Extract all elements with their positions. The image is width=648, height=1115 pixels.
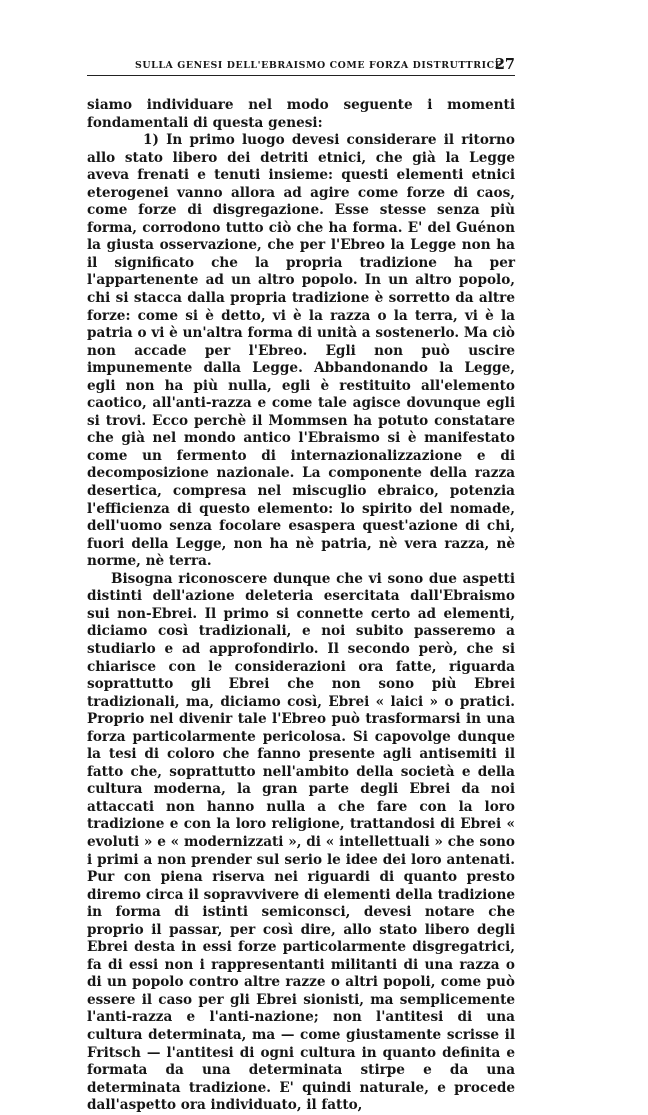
paragraph-point-one: 1) In primo luogo devesi considerare il ritorno allo stato libero dei detriti etnici, che già la Legge aveva frenati e tenuti insieme: questi elementi etnici eterogenei vanno allora ad agire come forze di caos, come forze di disgregazione. Esse stesse senza più forma, corrodono tutto ciò che ha forma. E' del Guénon la giusta osservazione, che per l'Ebreo la Legge non ha il significato che la propria tradizione ha per l'appartenente ad un altro popolo. In un altro popolo, chi si stacca dalla propria tradizione è sorretto da altre forze: come si è detto, vi è la razza o la terra, vi è la patria o vi è un'altra forma di unità a sostenerlo. Ma ciò non accade per l'Ebreo. Egli non può uscire impunemente dalla Legge. Abbandonando la Legge, egli non ha più nulla, egli è restituito all'elemento caotico, all'anti-razza e come tale agisce dovunque egli si trovi. Ecco perchè il Mommsen ha potuto constatare che già nel mondo antico l'Ebraismo si è manifestato come un fermento di internazionalizzazione e di decomposizione nazionale. La componente della razza desertica, compresa nel miscuglio ebraico, potenzia l'efficienza di questo elemento: lo spirito del nomade, dell'uomo senza focolare esaspera quest'azione di chi, fuori della Legge, non ha nè patria, nè vera razza, nè norme, nè terra. (87, 132, 515, 570)
paragraph-continuation: siamo individuare nel modo seguente i momenti fondamentali di questa genesi: (87, 97, 515, 131)
book-page (87, 56, 515, 1114)
body-text (87, 97, 515, 1115)
page-header (87, 58, 515, 74)
running-title: SULLA GENESI DELL'EBRAISMO COME FORZA DISTRUTTRICE (135, 60, 503, 71)
header-rule (87, 75, 515, 76)
paragraph-two-aspects: Bisogna riconoscere dunque che vi sono due aspetti distinti dell'azione deleteria esercitata dall'Ebraismo sui non-Ebrei. Il primo si connette certo ad elementi, diciamo così tradizionali, e noi subito passeremo a studiarlo e ad approfondirlo. Il secondo però, che si chiarisce con le considerazioni ora fatte, riguarda soprattutto gli Ebrei che non sono più Ebrei tradizionali, ma, diciamo così, Ebrei « laici » o pratici. Proprio nel divenir tale l'Ebreo può trasformarsi in una forza particolarmente pericolosa. Si capovolge dunque la tesi di coloro che fanno presente agli antisemiti il fatto che, soprattutto nell'ambito della società e della cultura moderna, la gran parte degli Ebrei da noi attaccati non hanno nulla a che fare con la loro tradizione e con la loro religione, trattandosi di Ebrei « evoluti » e « modernizzati », di « intellettuali » che sono i primi a non prender sul serio le idee dei loro antenati. Pur con piena riserva nei riguardi di quanto presto diremo circa il sopravvivere di elementi della tradizione in forma di istinti semiconsci, devesi notare che proprio il passar, per così dire, allo stato libero degli Ebrei desta in essi forze particolarmente disgregatrici, fa di essi non i rappresentanti militanti di una razza o di un popolo contro altre razze o altri popoli, come può essere il caso per gli Ebrei sionisti, ma semplicemente l'anti-razza e l'anti-nazione; non l'antitesi di una cultura determinata, ma — come giustamente scrisse il Fritsch — l'antitesi di ogni cultura in quanto definita e formata da una determinata stirpe e da una determinata tradizione. E' quindi naturale, e procede dall'aspetto ora individuato, il fatto, (87, 570, 515, 1114)
page-number: 27 (494, 56, 515, 73)
